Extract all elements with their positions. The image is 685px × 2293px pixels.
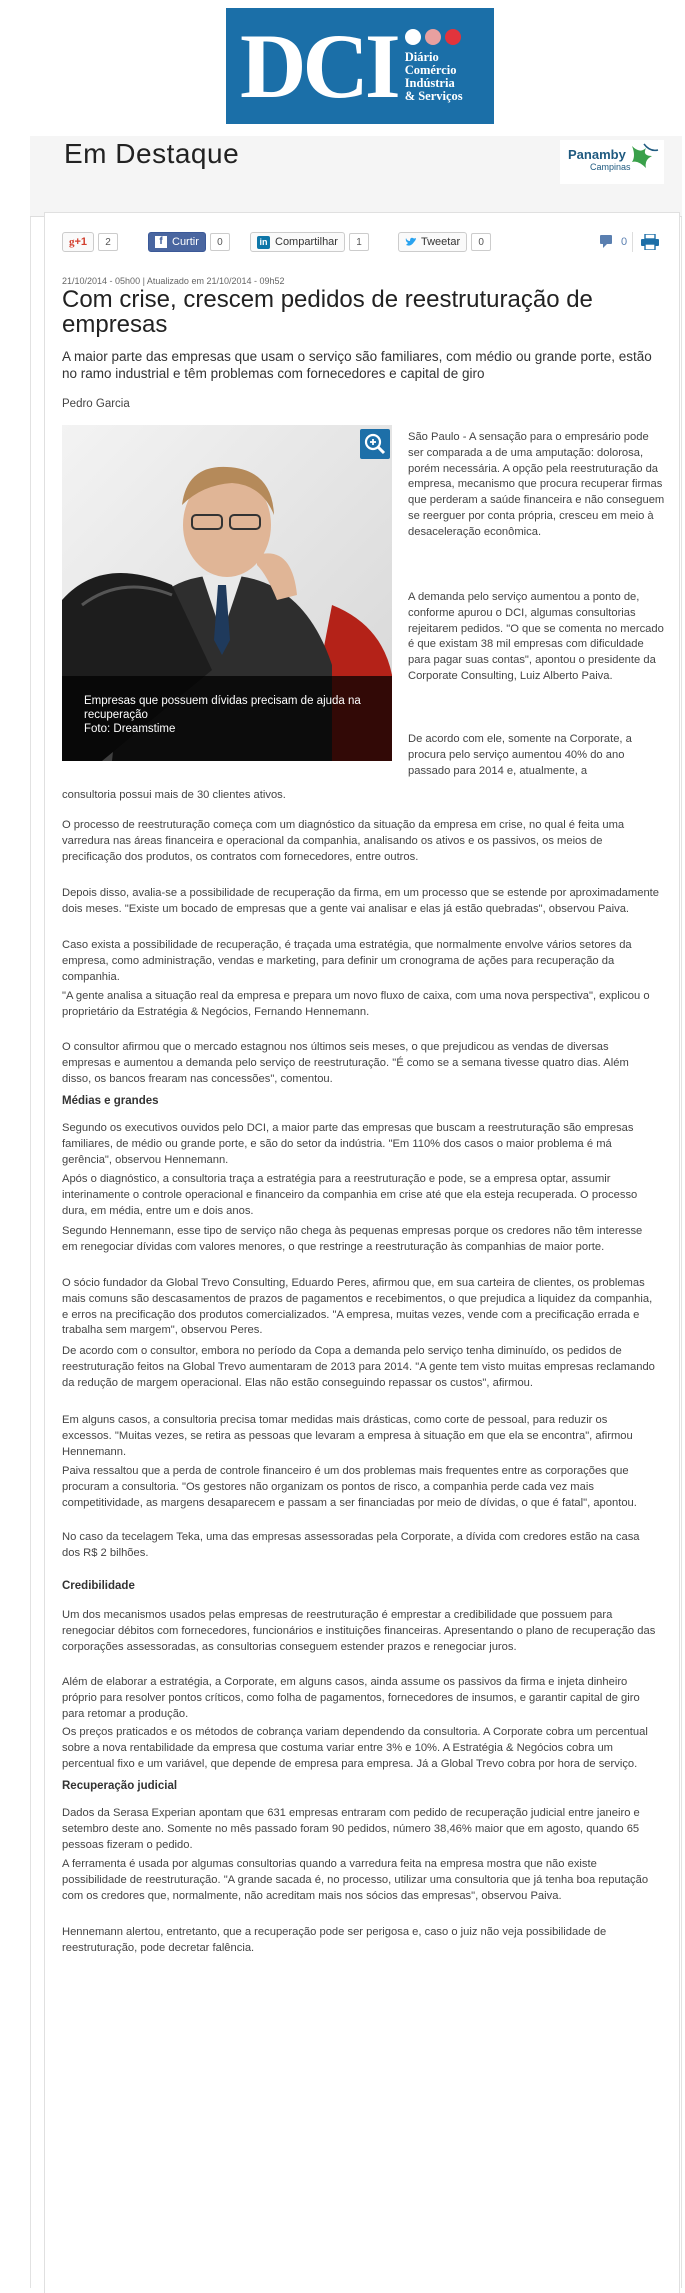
paragraph: A demanda pelo serviço aumentou a ponto de, conforme apurou o DCI, algumas consultorias rejeitarem pedidos. "O que se comenta no mercado é que existam 38 mil empresas com dificuldade para pagar suas contas", apontou o presidente da Corporate Consulting, Luiz Alberto Paiva. — [408, 591, 664, 682]
paragraph: Segundo os executivos ouvidos pelo DCI, a maior parte das empresas que buscam a reestruturação são empresas familiares, de médio ou grande porte, e são do setor da indústria. "Em 110% dos casos o maior problema é má gerência", observou Hennemann. — [62, 1122, 634, 1166]
gplus-button[interactable]: g +1 — [62, 232, 94, 252]
sponsor-logo[interactable] — [560, 140, 664, 184]
paragraph: Após o diagnóstico, a consultoria traça a estratégia para a reestruturação e pode, se a empresa optar, assumir interinamente o controle operacional e financeiro da companhia em crise até que ela esteja recuperada. O processo dura, em média, entre um e dois anos. — [62, 1173, 638, 1217]
article-lead: A maior parte das empresas que usam o serviço são familiares, com médio ou grande porte, estão no ramo industrial e têm problemas com fornecedores e capital de giro — [62, 349, 652, 381]
comments-count: 0 — [621, 236, 628, 248]
paragraph: De acordo com ele, somente na Corporate, a procura pelo serviço aumentou 40% do ano passado para 2014 e, atualmente, a — [408, 733, 632, 777]
facebook-count: 0 — [210, 233, 230, 251]
linkedin-share-button[interactable]: in Compartilhar — [250, 232, 345, 252]
facebook-share[interactable] — [148, 232, 230, 252]
paragraph: Além de elaborar a estratégia, a Corporate, em alguns casos, ainda assume os passivos da firma e injeta dinheiro próprio para resolver pontos críticos, como folha de pagamentos, fornecedores de insumos, e garantir capital de giro para retomar a produção. — [62, 1676, 640, 1720]
paragraph: A ferramenta é usada por algumas consultorias quando a varredura feita na empresa mostra que não existe possibilidade de reestruturação. "A grande sacada é, no processo, utilizar uma consultoria que já tenha boa reputação com os credores que, normalmente, não acreditam mais nos sócios das empresas", observou Paiva. — [62, 1858, 649, 1902]
article-author[interactable]: Pedro Garcia — [62, 398, 130, 410]
paragraph: Hennemann alertou, entretanto, que a recuperação pode ser perigosa e, caso o juiz não veja possibilidade de reestruturação, pode decretar falência. — [62, 1926, 607, 1954]
paragraph: Depois disso, avalia-se a possibilidade de recuperação da firma, em um processo que se estende por aproximadamente dois meses. "Existe um bocado de empresas que a gente vai analisar e elas já estão quebradas", observou Paiva. — [62, 887, 659, 915]
dci-logo[interactable] — [226, 8, 494, 124]
photo-caption: Empresas que possuem dívidas precisam de ajuda na recuperação — [84, 695, 361, 721]
sponsor-city: Campinas — [590, 162, 631, 172]
paragraph: O sócio fundador da Global Trevo Consulting, Eduardo Peres, afirmou que, em sua carteira de clientes, os problemas mais comuns são descasamentos de prazos de pagamentos e recebimentos, o que prejudica a liquidez da companhia, e erros na precificação dos produtos comercializados. "A empresa, muitas vezes, vende com a precificação errada e trabalha sem margem", observou Peres. — [62, 1277, 653, 1337]
gplus-count: 2 — [98, 233, 118, 251]
section-header — [30, 136, 682, 217]
logo-sub-1: Diário — [404, 50, 439, 64]
logo-sub-3: Indústria — [404, 76, 455, 90]
logo-sub-2: Comércio — [404, 63, 457, 77]
logo-text: DCI — [240, 15, 397, 117]
facebook-icon: f — [155, 236, 167, 248]
paragraph: O processo de reestruturação começa com um diagnóstico da situação da empresa em crise, no qual é feita uma varredura nas áreas financeira e operacional da companhia, analisando os ativos e os passivos, os meios de precificação dos produtos, os contratos com fornecedores, entre outros. — [62, 819, 625, 863]
paragraph: De acordo com o consultor, embora no período da Copa a demanda pelo serviço tenha diminuído, os pedidos de reestruturação feitos na Global Trevo aumentaram de 2013 para 2014. "A gente tem visto muitas empresas reclamando da redução de margem operacional. Elas não estão conseguindo repassar os custos", afirmou. — [62, 1345, 655, 1389]
paragraph: "A gente analisa a situação real da empresa e prepara um novo fluxo de caixa, com uma nova perspectiva", explicou o proprietário da Estratégia & Negócios, Fernando Hennemann. — [62, 990, 650, 1018]
section-heading: Recuperação judicial — [62, 1780, 178, 1792]
facebook-like-button[interactable]: f Curtir — [148, 232, 206, 252]
zoom-button[interactable] — [360, 429, 390, 459]
gplus-share[interactable] — [62, 232, 118, 252]
paragraph: Paiva ressaltou que a perda de controle financeiro é um dos problemas mais frequentes entre as corporações que procuram a consultoria. "Os gestores não organizam os pontos de risco, a companhia perde cada vez mais competitividade, as margens desaparecem e passam a ser financiadas por meio de dívidas, o que é fatal", apontou. — [62, 1465, 637, 1509]
article-title: Com crise, crescem pedidos de reestruturação de empresas — [62, 286, 593, 338]
section-heading: Credibilidade — [62, 1580, 135, 1592]
logo-sub-4: & Serviços — [404, 89, 463, 103]
masthead — [0, 0, 685, 128]
twitter-share[interactable] — [398, 232, 491, 252]
print-link[interactable] — [632, 232, 659, 252]
print-icon — [641, 234, 659, 250]
photo-credit: Foto: Dreamstime — [84, 723, 176, 735]
section-heading: Médias e grandes — [62, 1095, 159, 1107]
paragraph: O consultor afirmou que o mercado estagnou nos últimos seis meses, o que prejudicou as vendas de diversas empresas e aumentou a demanda pelo serviço de reestruturação. "É como se a semana tivesse quatro dias. Além disso, os bancos frearam nas concessões", comentou. — [62, 1041, 629, 1085]
comments-icon — [600, 235, 616, 249]
paragraph: Segundo Hennemann, esse tipo de serviço não chega às pequenas empresas porque os credores não têm interesse em renegociar dívidas com valores menores, o que restringe a reestruturação às companhias de maior porte. — [62, 1225, 643, 1253]
paragraph: Os preços praticados e os métodos de cobrança variam dependendo da consultoria. A Corporate cobra um percentual sobre a nova rentabilidade da empresa que costuma variar entre 3% e 10%. A Estratégia & Negócios cobra um percentual fixo e um variável, que depende de empresa para empresa. Já a Global Trevo cobra por hora de serviço. — [62, 1726, 648, 1770]
section-title: Em Destaque — [64, 138, 240, 169]
article-meta: 21/10/2014 - 05h00 | Atualizado em 21/10/2014 - 09h52 — [62, 276, 285, 286]
twitter-count: 0 — [471, 233, 491, 251]
zoom-in-icon — [360, 429, 390, 459]
paragraph: Dados da Serasa Experian apontam que 631 empresas entraram com pedido de recuperação judicial entre janeiro e setembro deste ano. Somente no mês passado foram 90 pedidos, número 38,46% maior que em agosto, quando 65 pessoas fizeram o pedido. — [62, 1807, 640, 1851]
paragraph: Em alguns casos, a consultoria precisa tomar medidas mais drásticas, como corte de pessoal, para reduzir os excessos. "Muitas vezes, se retira as pessoas que levaram a empresa à situação em que ela se encontra", afirmou Hennemann. — [62, 1414, 633, 1458]
tweet-button[interactable]: Tweetar — [398, 232, 467, 252]
paragraph-continuation: consultoria possui mais de 30 clientes ativos. — [62, 789, 286, 801]
comments-link[interactable] — [600, 232, 627, 252]
twitter-bird-icon — [405, 237, 417, 247]
paragraph: No caso da tecelagem Teka, uma das empresas assessoradas pela Corporate, a dívida com credores estão na casa dos R$ 2 bilhões. — [62, 1531, 640, 1559]
photo-caption-box — [62, 676, 392, 761]
sponsor-name: Panamby — [568, 147, 626, 162]
linkedin-icon: in — [257, 236, 270, 249]
paragraph: São Paulo - A sensação para o empresário pode ser comparada a de uma amputação: dolorosa, porém necessária. A opção pela reestruturação da empresa, mecanismo que procura recuperar firmas que perderam a saúde financeira e não conseguem se reerguer por conta própria, cresceu em meio à desaceleração econômica. — [408, 431, 665, 538]
paragraph: Um dos mecanismos usados pelas empresas de reestruturação é emprestar a credibilidade que possuem para renegociar débitos com fornecedores, funcionários e instituições financeiras. Apresentando o plano de recuperação das corporações assessoradas, as consultorias conseguem estender prazos e renegociar juros. — [62, 1609, 656, 1653]
logo-dots — [405, 29, 463, 45]
linkedin-share[interactable] — [250, 232, 369, 252]
paragraph: Caso exista a possibilidade de recuperação, é traçada uma estratégia, que normalmente envolve vários setores da empresa, como administração, vendas e marketing, para definir um cronograma de ações para recuperação da companhia. — [62, 939, 632, 983]
linkedin-count: 1 — [349, 233, 369, 251]
